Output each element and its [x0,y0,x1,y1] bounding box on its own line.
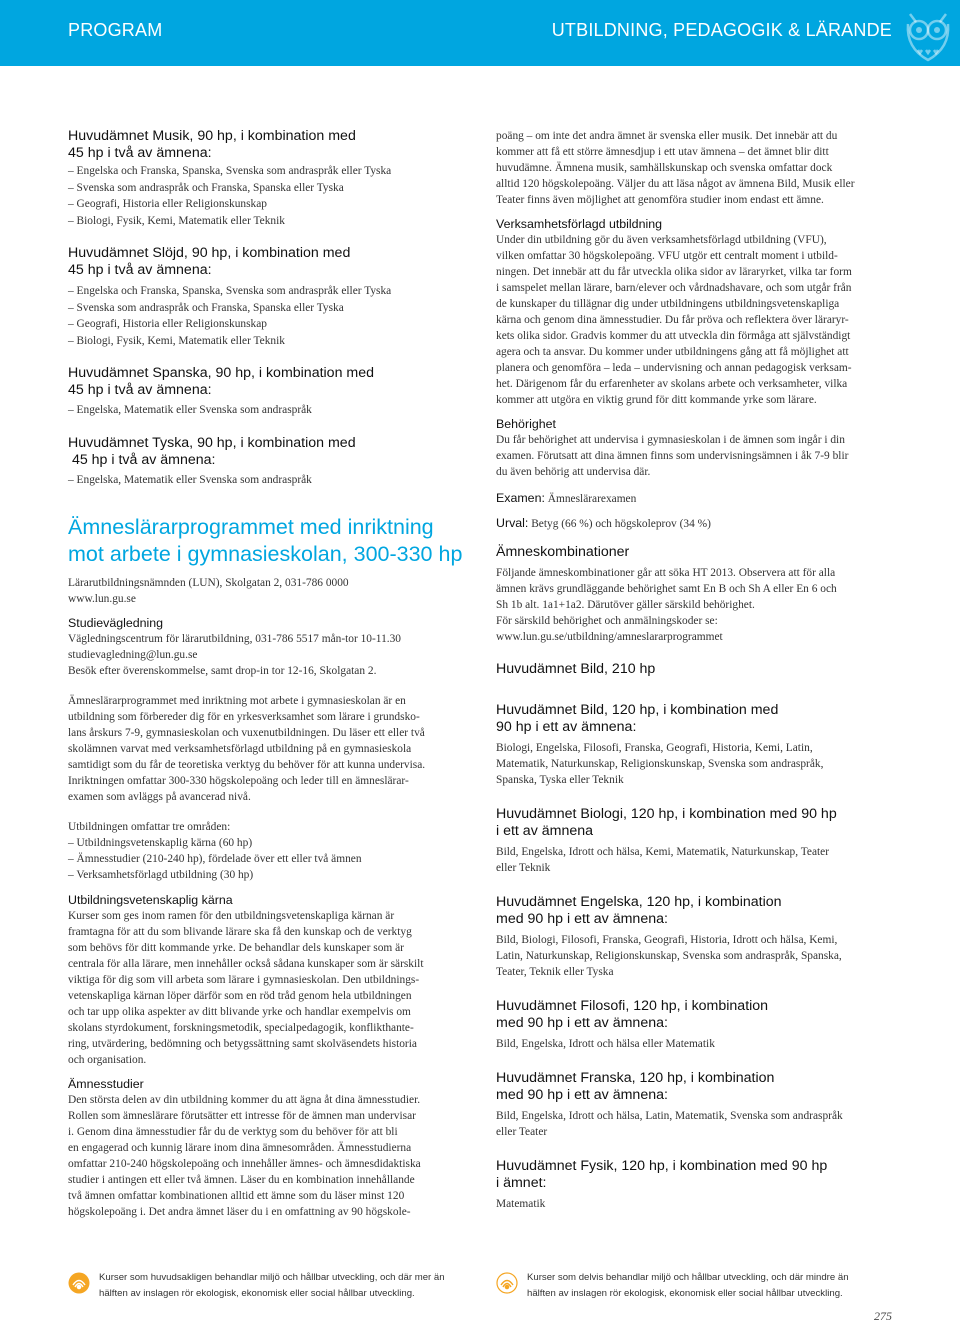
examen-value: Ämneslärarexamen [544,493,637,505]
examen-label: Examen: [496,491,545,505]
program-intro: Ämneslärarprogrammet med inriktning mot arbete i gymnasieskolan är en utbildning som förbereder dig för en yrkesverksamhet som lärare i grundsko- lans årskurs 7-9, gymnasieskolan och vuxenutbildningen. Du läser ett eller två skolämnen varvat med verksamhetsförlagd utbildning på en gymnasieskola samtidigt som du får de teoretiska verktyg du behöver för att kunna undervisa. Inriktningen omfattar 300-330 högskolepoäng och leder till en ämneslärar- examen som avläggs på avancerad nivå. [68,695,426,803]
engelska-heading: Huvudämnet Engelska, 120 hp, i kombination med 90 hp i ett av ämnena: [496,894,782,927]
list-item: – Svenska som andraspråk och Franska, Spanska eller Tyska [68,301,344,314]
right-column [496,128,894,1212]
program-website-link[interactable]: www.lun.gu.se [68,593,136,605]
footer-note-partial [496,1270,894,1301]
karna-heading: Utbildningsvetenskaplig kärna [68,893,233,907]
fysik-text: Matematik [496,1198,546,1210]
footer-note-full-text: Kurser som huvudsakligen behandlar miljö och hållbar utveckling, och där mer än hälften av inslagen rör ekologisk, ekonomisk eller social hållbar utveckling. [99,1272,445,1299]
anmalningskoder-link[interactable]: www.lun.gu.se/utbildning/amneslararprogrammet [496,631,723,643]
urval-line [496,515,894,532]
behorighet-heading: Behörighet [496,417,556,431]
page-number: 275 [874,1309,892,1323]
header-category-label: UTBILDNING, PEDAGOGIK & LÄRANDE [551,20,892,40]
franska-heading: Huvudämnet Franska, 120 hp, i kombination med 90 hp i ett av ämnena: [496,1070,775,1103]
sustainability-full-icon [68,1272,90,1294]
amnesstudier-continued: poäng – om inte det andra ämnet är svenska eller musik. Det innebär att du kommer att få ett större ämnesdjup i ett utav ämnena – det ämnet blir ditt huvudämne. Ämnena musik, samhällskunskap och svenska omfattar dock alltid 120 högskolepoäng. Väljer du att läsa något av ämnena Bild, Musik eller Teater finns även möjlighet att genomföra studier inom endast ett ämne. [496,130,855,206]
vfu-heading: Verksamhetsförlagd utbildning [496,217,662,231]
fysik-heading: Huvudämnet Fysik, 120 hp, i kombination med 90 hp i ämnet: [496,1158,828,1191]
studievagledning-heading: Studievägledning [68,616,164,630]
tyska-list [68,472,466,489]
amnesstudier-heading: Ämnesstudier [68,1077,144,1091]
urval-value: Betyg (66 %) och högskoleprov (34 %) [528,518,711,530]
biologi-heading: Huvudämnet Biologi, 120 hp, i kombination med 90 hp i ett av ämnena [496,806,837,839]
program-areas: Utbildningen omfattar tre områden: – Utbildningsvetenskaplig kärna (60 hp) – Ämnesstudier (210-240 hp), fördelade över ett eller två ämnen – Verksamhetsförlagd utbildning (30 hp) [68,819,466,883]
franska-text: Bild, Engelska, Idrott och hälsa, Latin, Matematik, Svenska som andraspråk eller Teater [496,1110,843,1138]
engelska-text: Bild, Biologi, Filosofi, Franska, Geografi, Historia, Idrott och hälsa, Kemi, Latin, Naturkunskap, Religionskunskap, Svenska som andraspråk, Spanska, Teater, Teknik eller Tyska [496,934,842,978]
program-contact: Lärarutbildningsnämnden (LUN), Skolgatan 2, 031-786 0000 www.lun.gu.se [68,575,466,607]
behorighet-text: Du får behörighet att undervisa i gymnasieskolan i de ämnen som ingår i din examen. Förutsatt att dina ämnen finns som undervisningsämnen i åk 7-9 blir du även behörig att undervisa där. [496,434,849,478]
list-item: – Utbildningsvetenskaplig kärna (60 hp) [68,837,253,849]
footer-note-full [68,1270,466,1301]
kombinationer-heading: Ämneskombinationer [496,544,630,560]
vfu-text: Under din utbildning gör du även verksamhetsförlagd utbildning (VFU), vilken omfattar 30 högskolepoäng. VFU utgör ett centralt moment i utbild- ningen. Det innebär att du får utveckla olika sidor av läraryrket, vilka tar form i samspelet mellan lärare, barn/elever och vårdnadshavare, och som utgår från de kunskaper du tillägnar dig under utbildningens utbildningsvetenskapliga kärna och genom dina ämnesstudier. Du får pröva och reflektera över läraryr- kets olika sidor. Gradvis kommer du att utveckla din förmåga att självständigt agera och ta ansvar. Du kommer under utbildningens gång att få möjlighet att planera och genomföra – leda – undervisning och annan pedagogisk verksam- het. Därigenom får du erfarenheter av skolans arbete och verksamheter, vilka kommer att utgöra en viktig grund för ditt kommande yrke som lärare. [496,234,852,406]
studievagledning-email-link[interactable]: studievagledning@lun.gu.se [68,649,198,661]
biologi-text: Bild, Engelska, Idrott och hälsa, Kemi, Matematik, Naturkunskap, Teater eller Teknik [496,846,830,874]
slojd-heading: Huvudämnet Slöjd, 90 hp, i kombination med 45 hp i två av ämnena: [68,245,351,278]
program-title: Ämneslärarprogrammet med inriktning mot arbete i gymnasieskolan, 300-330 hp [68,515,463,566]
spanska-list [68,402,466,419]
left-column [68,128,466,1220]
studievagledning-text: Vägledningscentrum för lärarutbildning, 031-786 5517 mån-tor 10-11.30 studievagledning@lun.gu.se Besök efter överenskommelse, samt drop-in tor 12-16, Skolgatan 2. [68,631,466,679]
sustainability-partial-icon [496,1272,518,1294]
karna-text: Kurser som ges inom ramen för den utbildningsvetenskapliga kärnan är framtagna för att du som blivande lärare ska få den kunskap och de verktyg som behövs för ditt kommande yrke. De behandlar dels kunskaper som är centrala för alla lärare, men innehåller också sådana kunskaper som är särskilt viktiga för dig som vill arbeta som lärare i gymnasieskolan. Den utbildnings- vetenskapliga kärnan löper därför som en röd tråd genom hela utbildningen och tar upp olika aspekter av ditt blivande yrke och handlar exempelvis om skolans styrdokument, forskningsmetodik, specialpedagogik, konflikthante- ring, utvärdering, bedömning och betygssättning samt skolväsendets historia och organisation. [68,910,424,1066]
list-item: – Svenska som andraspråk och Franska, Spanska eller Tyska [68,181,344,194]
page-footer [0,1262,960,1326]
list-item: – Ämnesstudier (210-240 hp), fördelade över ett eller två ämnen [68,853,362,865]
spanska-heading: Huvudämnet Spanska, 90 hp, i kombination med 45 hp i två av ämnena: [68,365,375,398]
list-item: – Engelska, Matematik eller Svenska som andraspråk [68,473,312,486]
filosofi-heading: Huvudämnet Filosofi, 120 hp, i kombination med 90 hp i ett av ämnena: [496,998,769,1031]
header-section-label: PROGRAM [68,20,163,40]
bild120-text: Biologi, Engelska, Filosofi, Franska, Geografi, Historia, Kemi, Latin, Matematik, Naturkunskap, Religionskunskap, Svenska som andraspråk, Spanska, Tyska eller Teknik [496,742,824,786]
filosofi-text: Bild, Engelska, Idrott och hälsa eller Matematik [496,1038,715,1050]
tyska-heading: Huvudämnet Tyska, 90 hp, i kombination med 45 hp i två av ämnena: [68,434,356,468]
slojd-list [68,283,466,349]
list-item: – Biologi, Fysik, Kemi, Matematik eller Teknik [68,334,285,347]
owl-icon [902,4,954,62]
list-item: – Biologi, Fysik, Kemi, Matematik eller Teknik [68,214,285,227]
examen-line [496,490,894,507]
urval-label: Urval: [496,516,529,530]
list-item: – Engelska och Franska, Spanska, Svenska som andraspråk eller Tyska [68,285,392,297]
list-item: – Verksamhetsförlagd utbildning (30 hp) [68,869,254,881]
list-item: – Geografi, Historia eller Religionskunskap [68,198,267,210]
footer-note-partial-text: Kurser som delvis behandlar miljö och hållbar utveckling, och där mindre än hälften av inslagen rör ekologisk, ekonomisk eller social hållbar utveckling. [527,1272,849,1299]
musik-heading: Huvudämnet Musik, 90 hp, i kombination med 45 hp i två av ämnena: [68,128,356,161]
bild210-heading: Huvudämnet Bild, 210 hp [496,661,656,677]
list-item: – Engelska, Matematik eller Svenska som andraspråk [68,404,312,416]
bild120-heading: Huvudämnet Bild, 120 hp, i kombination med 90 hp i ett av ämnena: [496,702,779,735]
kombinationer-text: Följande ämneskombinationer går att söka HT 2013. Observera att för alla ämnen krävs grundläggande behörighet samt En B och Sh A eller En 6 och Sh 1b alt. 1a1+1a2. Därutöver gäller särskild behörighet. För särskild behörighet och anmälningskoder se: www.lun.gu.se/utbildning/amneslararprogrammet [496,565,894,645]
list-item: – Engelska och Franska, Spanska, Svenska som andraspråk eller Tyska [68,165,392,177]
list-item: – Geografi, Historia eller Religionskunskap [68,318,267,330]
musik-list [68,163,466,229]
amnesstudier-text: Den största delen av din utbildning kommer du att ägna åt dina ämnesstudier. Rollen som ämneslärare förutsätter ett intresse för de ämnen man undervisar i. Genom dina ämnesstudier får du de verktyg som du behöver för att bli en engagerad och kunnig lärare inom dina ämnesområden. Ämnesstudierna omfattar 210-240 högskolepoäng och innehåller ämnes- och ämnesdidaktiska studier i antingen ett eller två ämnen. Läser du en kombination innehållande två ämnen omfattar kombinationen alltid ett ämne som du läser minst 120 högskolepoäng i. Det andra ämnet läser du i en omfattning av 90 högskole- [68,1094,421,1218]
page-header [0,0,960,66]
